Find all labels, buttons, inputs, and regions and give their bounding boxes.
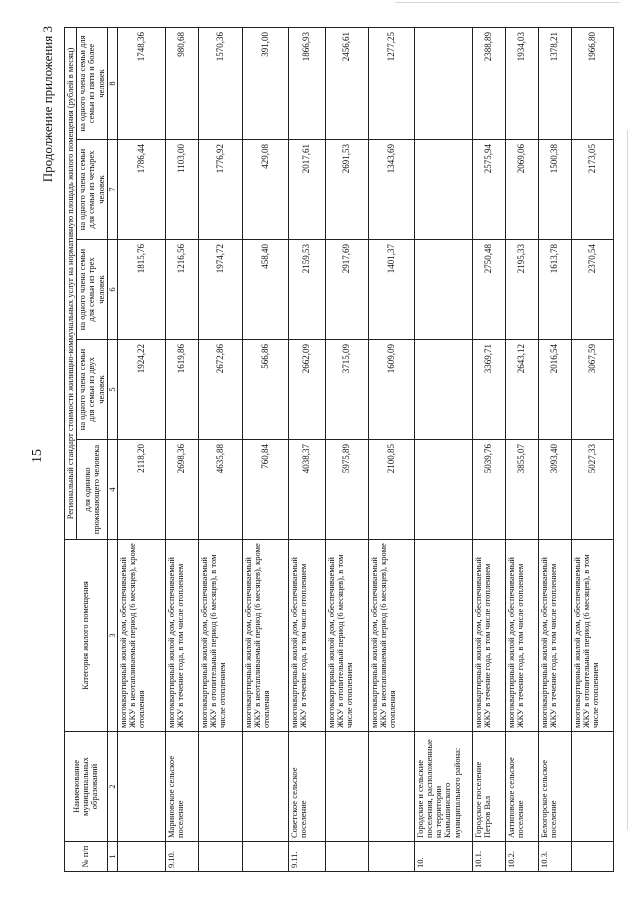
row-name bbox=[242, 732, 288, 842]
column-index: 2 bbox=[107, 732, 117, 842]
value-cell: 2100,85 bbox=[368, 440, 414, 540]
header-name: Наименование муниципальных образований bbox=[65, 732, 108, 842]
table-row bbox=[288, 27, 325, 871]
row-category: многоквартирный жилой дом, обеспечиваемый ЖКУ в течение года, в том числе отоплением bbox=[165, 540, 198, 732]
value-cell: 2173,05 bbox=[571, 140, 613, 240]
header-sub-2: на одного члена семьи для семьи из двух человек bbox=[77, 340, 108, 440]
value-cell: 1815,76 bbox=[117, 240, 165, 340]
table-row bbox=[368, 27, 414, 871]
row-num bbox=[368, 842, 414, 872]
table-row bbox=[325, 27, 368, 871]
top-scan-edge bbox=[395, 2, 620, 3]
value-cell: 760,84 bbox=[242, 440, 288, 540]
value-cell: 2917,69 bbox=[325, 240, 368, 340]
header-sub-5: на одного члена семьи для семьи из пяти и более человек bbox=[77, 27, 108, 139]
header-num: № п/п bbox=[65, 842, 108, 872]
value-cell: 2691,53 bbox=[325, 140, 368, 240]
row-category: многоквартирный жилой дом, обеспечиваемый ЖКУ в неотапливаемый период (6 месяцев), кроме отопления bbox=[117, 540, 165, 732]
value-cell: 3855,07 bbox=[505, 440, 538, 540]
value-cell: 5027,33 bbox=[571, 440, 613, 540]
table-row bbox=[538, 27, 571, 871]
value-cell: 2388,89 bbox=[472, 27, 505, 139]
row-num bbox=[242, 842, 288, 872]
row-num bbox=[198, 842, 242, 872]
value-cell: 5975,89 bbox=[325, 440, 368, 540]
row-name: Белогорское сельское поселение bbox=[538, 732, 571, 842]
value-cell: 2643,12 bbox=[505, 340, 538, 440]
header-standard: Региональный стандарт стоимости жилищно-коммунальных услуг на нормативную площадь жилого помещения (рублей в месяц) bbox=[65, 27, 77, 539]
row-name: Антиповское сельское поселение bbox=[505, 732, 538, 842]
row-num: 10.1. bbox=[472, 842, 505, 872]
value-cell: 1216,56 bbox=[165, 240, 198, 340]
value-cell: 3093,40 bbox=[538, 440, 571, 540]
row-num: 10. bbox=[414, 842, 472, 872]
value-cell: 5039,76 bbox=[472, 440, 505, 540]
row-category: многоквартирный жилой дом, обеспечиваемый ЖКУ в отопительный период (6 месяцев), в том числе отоплением bbox=[198, 540, 242, 732]
row-name: Городское поселение Петров Вал bbox=[472, 732, 505, 842]
right-scan-edge bbox=[627, 130, 628, 830]
value-cell: 1277,25 bbox=[368, 27, 414, 139]
row-name: Мариновское сельское поселение bbox=[165, 732, 198, 842]
value-cell: 1786,44 bbox=[117, 140, 165, 240]
value-cell bbox=[414, 440, 472, 540]
value-cell: 1343,69 bbox=[368, 140, 414, 240]
value-cell: 3369,71 bbox=[472, 340, 505, 440]
column-index-row bbox=[107, 27, 117, 871]
page-number: 15 bbox=[30, 449, 45, 463]
column-index: 8 bbox=[107, 27, 117, 139]
row-category: многоквартирный жилой дом, обеспечиваемый ЖКУ в течение года, в том числе отоплением bbox=[505, 540, 538, 732]
value-cell: 1103,00 bbox=[165, 140, 198, 240]
value-cell: 4635,88 bbox=[198, 440, 242, 540]
value-cell: 980,68 bbox=[165, 27, 198, 139]
row-num: 10.2. bbox=[505, 842, 538, 872]
value-cell: 1974,72 bbox=[198, 240, 242, 340]
header-category: Категория жилого помещения bbox=[65, 540, 108, 732]
value-cell: 1570,36 bbox=[198, 27, 242, 139]
row-num: 9.11. bbox=[288, 842, 325, 872]
table-row bbox=[505, 27, 538, 871]
value-cell: 2662,09 bbox=[288, 340, 325, 440]
header-sub-3: на одного члена семьи для семьи из трех человек bbox=[77, 240, 108, 340]
column-index: 6 bbox=[107, 240, 117, 340]
row-num bbox=[325, 842, 368, 872]
value-cell: 2672,86 bbox=[198, 340, 242, 440]
table-row bbox=[117, 27, 165, 871]
value-cell: 1924,22 bbox=[117, 340, 165, 440]
value-cell: 1934,03 bbox=[505, 27, 538, 139]
table-row bbox=[198, 27, 242, 871]
table-row bbox=[571, 27, 613, 871]
column-index: 3 bbox=[107, 540, 117, 732]
value-cell: 2069,06 bbox=[505, 140, 538, 240]
value-cell: 1619,86 bbox=[165, 340, 198, 440]
row-num bbox=[571, 842, 613, 872]
value-cell: 1500,38 bbox=[538, 140, 571, 240]
value-cell: 2195,33 bbox=[505, 240, 538, 340]
table-row bbox=[414, 27, 472, 871]
column-index: 4 bbox=[107, 440, 117, 540]
value-cell bbox=[414, 340, 472, 440]
rotated-page bbox=[40, 20, 601, 892]
value-cell: 1401,37 bbox=[368, 240, 414, 340]
value-cell bbox=[414, 240, 472, 340]
table-row bbox=[165, 27, 198, 871]
table-row bbox=[472, 27, 505, 871]
row-category bbox=[414, 540, 472, 732]
row-name bbox=[368, 732, 414, 842]
row-name bbox=[325, 732, 368, 842]
value-cell: 391,00 bbox=[242, 27, 288, 139]
value-cell bbox=[414, 140, 472, 240]
row-name bbox=[571, 732, 613, 842]
value-cell: 1866,93 bbox=[288, 27, 325, 139]
row-num: 10.3. bbox=[538, 842, 571, 872]
value-cell: 2370,54 bbox=[571, 240, 613, 340]
appendix-label: Продолжение приложения 3 bbox=[40, 26, 55, 183]
row-name bbox=[198, 732, 242, 842]
row-category: многоквартирный жилой дом, обеспечиваемый ЖКУ в течение года, в том числе отоплением bbox=[288, 540, 325, 732]
value-cell: 2575,94 bbox=[472, 140, 505, 240]
value-cell: 458,40 bbox=[242, 240, 288, 340]
table-row bbox=[242, 27, 288, 871]
value-cell: 429,08 bbox=[242, 140, 288, 240]
value-cell bbox=[414, 27, 472, 139]
row-num: 9.10. bbox=[165, 842, 198, 872]
value-cell: 1966,80 bbox=[571, 27, 613, 139]
value-cell: 1748,36 bbox=[117, 27, 165, 139]
row-num bbox=[117, 842, 165, 872]
value-cell: 3067,59 bbox=[571, 340, 613, 440]
value-cell: 566,86 bbox=[242, 340, 288, 440]
value-cell: 2698,36 bbox=[165, 440, 198, 540]
value-cell: 2456,61 bbox=[325, 27, 368, 139]
value-cell: 1378,21 bbox=[538, 27, 571, 139]
row-category: многоквартирный жилой дом, обеспечиваемый ЖКУ в неотапливаемый период (6 месяцев), кроме отопления bbox=[242, 540, 288, 732]
row-category: многоквартирный жилой дом, обеспечиваемый ЖКУ в отопительный период (6 месяцев), в том числе отоплением bbox=[325, 540, 368, 732]
column-index: 7 bbox=[107, 140, 117, 240]
tariff-table bbox=[64, 27, 614, 872]
value-cell: 1613,78 bbox=[538, 240, 571, 340]
value-cell: 3715,09 bbox=[325, 340, 368, 440]
row-category: многоквартирный жилой дом, обеспечиваемый ЖКУ в неотапливаемый период (6 месяцев), кроме отопления bbox=[368, 540, 414, 732]
value-cell: 1609,09 bbox=[368, 340, 414, 440]
row-name: Городские и сельские поселения, расположенные на территории Камышинского муниципального района: bbox=[414, 732, 472, 842]
value-cell: 2159,53 bbox=[288, 240, 325, 340]
value-cell: 1776,92 bbox=[198, 140, 242, 240]
row-name bbox=[117, 732, 165, 842]
row-category: многоквартирный жилой дом, обеспечиваемый ЖКУ в течение года, в том числе отоплением bbox=[538, 540, 571, 732]
value-cell: 2118,20 bbox=[117, 440, 165, 540]
row-category: многоквартирный жилой дом, обеспечиваемый ЖКУ в отопительный период (6 месяцев), в том числе отоплением bbox=[571, 540, 613, 732]
row-name: Советское сельское поселение bbox=[288, 732, 325, 842]
value-cell: 2016,54 bbox=[538, 340, 571, 440]
column-index: 5 bbox=[107, 340, 117, 440]
header-row-1 bbox=[65, 27, 77, 871]
header-sub-1: для одиноко проживающего человека bbox=[77, 440, 108, 540]
header-sub-4: на одного члена семьи для семьи из четырех человек bbox=[77, 140, 108, 240]
value-cell: 2017,61 bbox=[288, 140, 325, 240]
value-cell: 4038,37 bbox=[288, 440, 325, 540]
column-index: 1 bbox=[107, 842, 117, 872]
row-category: многоквартирный жилой дом, обеспечиваемый ЖКУ в течение года, в том числе отоплением bbox=[472, 540, 505, 732]
value-cell: 2750,48 bbox=[472, 240, 505, 340]
